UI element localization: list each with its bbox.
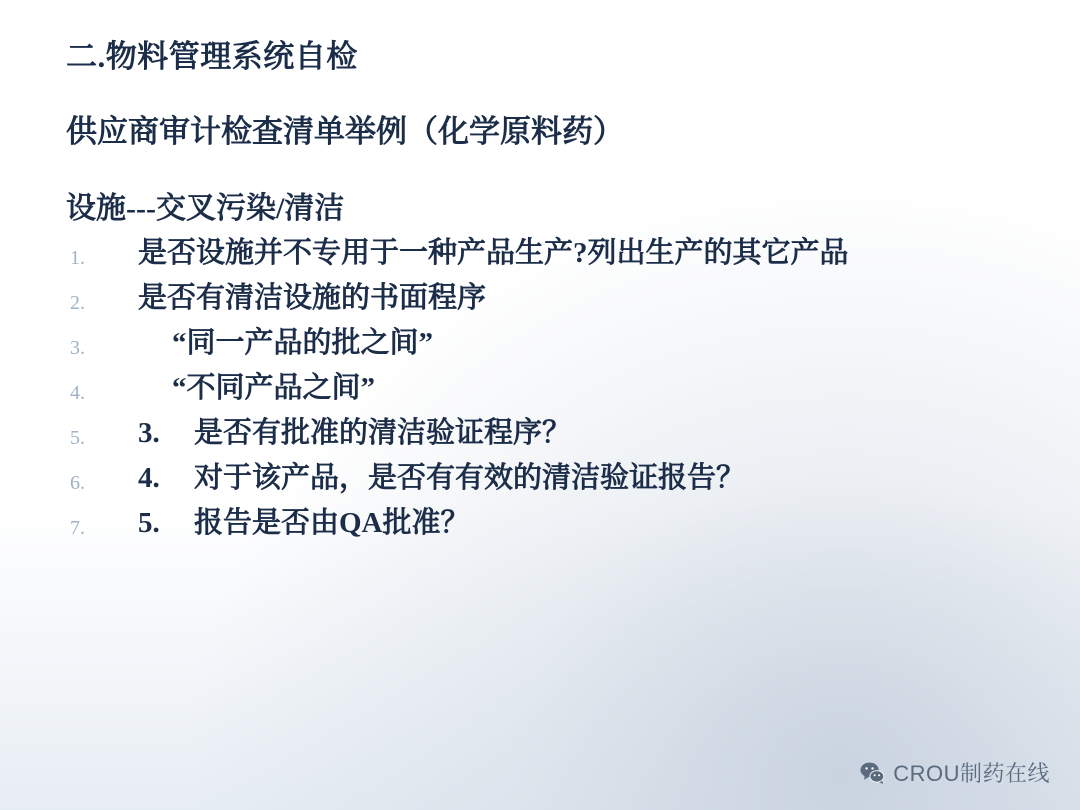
list-item-number: 2.	[70, 292, 85, 314]
list-item-text: “同一产品的批之间”	[172, 327, 434, 359]
list-item-number: 4.	[70, 382, 85, 404]
list-item-text: 是否设施并不专用于一种产品生产?列出生产的其它产品	[138, 237, 849, 269]
spacer-after-heading	[66, 77, 1040, 113]
slide-content	[66, 38, 1040, 548]
list-item	[66, 278, 1040, 319]
list-item-text: 是否有清洁设施的书面程序	[138, 282, 487, 314]
list-item-inner-number: 5.	[138, 507, 160, 539]
list-item-number: 3.	[70, 337, 85, 359]
list-item-body	[138, 458, 1040, 498]
list-item-body	[138, 503, 1040, 543]
list-item-number: 5.	[70, 427, 85, 449]
wechat-icon	[859, 760, 885, 786]
list-item-text: 报告是否由QA批准？	[194, 507, 470, 539]
list-item-number: 1.	[70, 247, 85, 269]
slide-heading: 二.物料管理系统自检	[66, 39, 358, 74]
list-item-text: “不同产品之间”	[172, 372, 376, 404]
list-item-text: 是否有批准的清洁验证程序？	[194, 417, 572, 449]
list-item-number: 6.	[70, 472, 85, 494]
watermark-label: CROU制药在线	[893, 761, 1050, 786]
list-item	[66, 233, 1040, 274]
list-item	[66, 413, 1040, 454]
watermark	[859, 757, 1050, 788]
list-item	[66, 368, 1040, 409]
checklist	[66, 233, 1040, 544]
list-item-body	[138, 413, 1040, 453]
section-title: 设施---交叉污染/清洁	[66, 191, 345, 225]
list-item-inner-number: 3.	[138, 417, 160, 449]
spacer-after-subheading	[66, 152, 1040, 190]
slide-subheading: 供应商审计检查清单举例（化学原料药）	[66, 113, 624, 149]
list-item	[66, 458, 1040, 499]
list-item	[66, 323, 1040, 364]
list-item	[66, 503, 1040, 544]
list-item-text: 对于该产品，是否有有效的清洁验证报告？	[194, 462, 746, 494]
list-item-number: 7.	[70, 517, 85, 539]
list-item-inner-number: 4.	[138, 462, 160, 494]
